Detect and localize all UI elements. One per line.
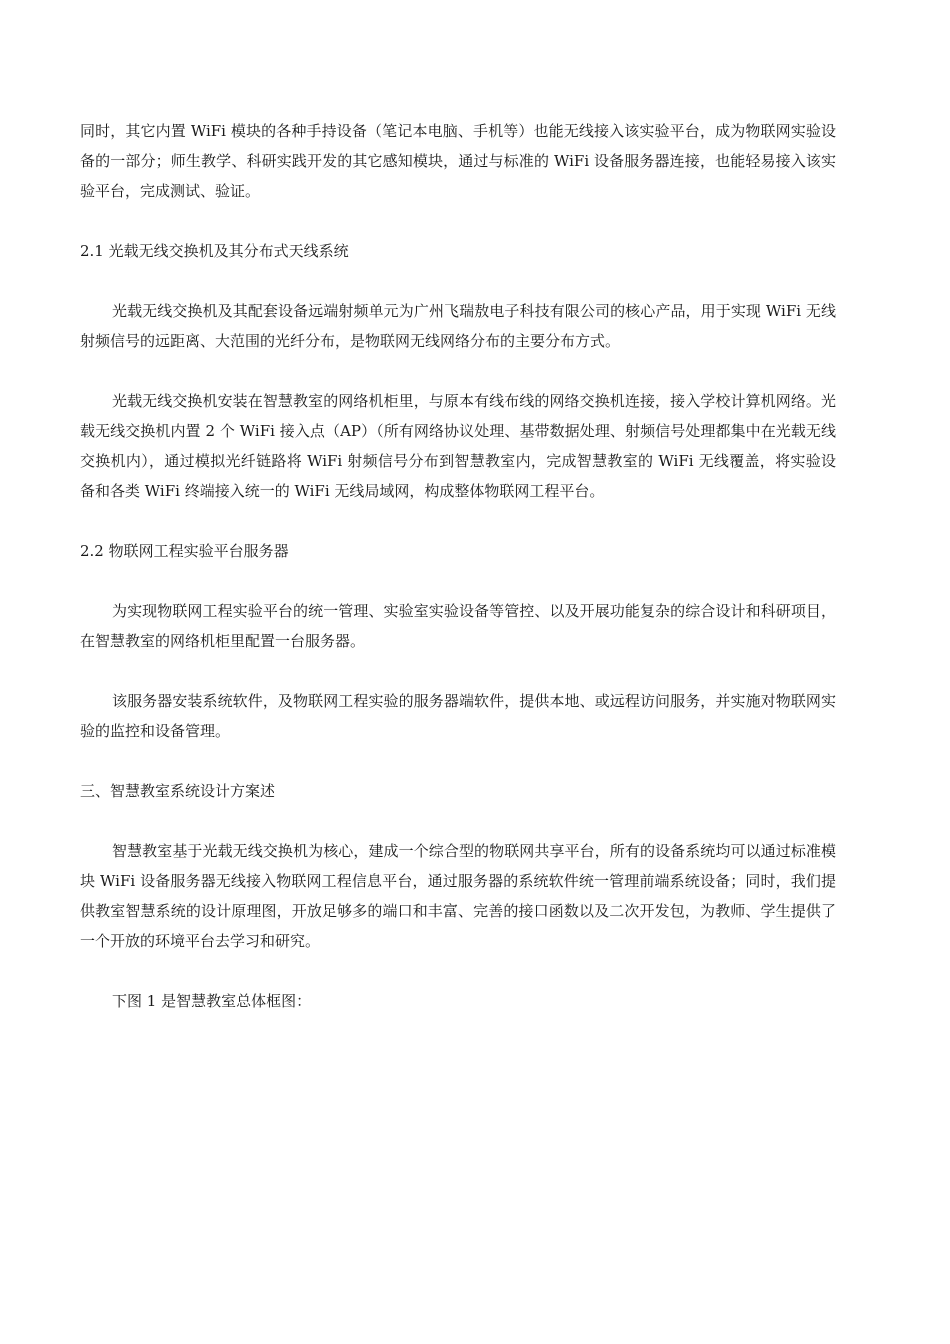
paragraph-figure-reference: 下图 1 是智慧教室总体框图： <box>112 992 312 1010</box>
paragraph-server-purpose: 为实现物联网工程实验平台的统一管理、实验室实验设备等管控、以及开展功能复杂的综合设计和科研项目，在智慧教室的网络机柜里配置一台服务器。 <box>80 602 836 650</box>
paragraph-smart-classroom-design: 智慧教室基于光载无线交换机为核心，建成一个综合型的物联网共享平台，所有的设备系统均可以通过标准模块 WiFi 设备服务器无线接入物联网工程信息平台，通过服务器的系统软件统一管理前端系统设备；同时，我们提供教室智慧系统的设计原理图，开放足够多的端口和丰富、完善的接口函数以及二次开发包，为教师、学生提供了一个开放的环境平台去学习和研究。 <box>80 842 836 950</box>
paragraph-optical-switch-intro: 光载无线交换机及其配套设备远端射频单元为广州飞瑞敖电子科技有限公司的核心产品，用于实现 WiFi 无线射频信号的远距离、大范围的光纤分布，是物联网无线网络分布的主要分布方式。 <box>80 302 836 350</box>
section-heading-3: 三、智慧教室系统设计方案述 <box>80 782 276 800</box>
paragraph-optical-switch-install: 光载无线交换机安装在智慧教室的网络机柜里，与原本有线布线的网络交换机连接，接入学校计算机网络。光载无线交换机内置 2 个 WiFi 接入点（AP）（所有网络协议处理、基带数据处理、射频信号处理都集中在光载无线交换机内），通过模拟光纤链路将 WiFi 射频信号分布到智慧教室内，完成智慧教室的 WiFi 无线覆盖，将实验设备和各类 WiFi 终端接入统一的 WiFi 无线局域网，构成整体物联网工程平台。 <box>80 392 836 500</box>
paragraph-server-software: 该服务器安装系统软件，及物联网工程实验的服务器端软件，提供本地、或远程访问服务，并实施对物联网实验的监控和设备管理。 <box>80 692 836 740</box>
section-heading-2-2: 2.2 物联网工程实验平台服务器 <box>80 542 289 560</box>
section-heading-2-1: 2.1 光载无线交换机及其分布式天线系统 <box>80 242 349 260</box>
document-page <box>80 116 836 1016</box>
paragraph-wifi-devices: 同时，其它内置 WiFi 模块的各种手持设备（笔记本电脑、手机等）也能无线接入该实验平台，成为物联网实验设备的一部分；师生教学、科研实践开发的其它感知模块，通过与标准的 WiFi 设备服务器连接，也能轻易接入该实验平台，完成测试、验证。 <box>80 122 836 200</box>
